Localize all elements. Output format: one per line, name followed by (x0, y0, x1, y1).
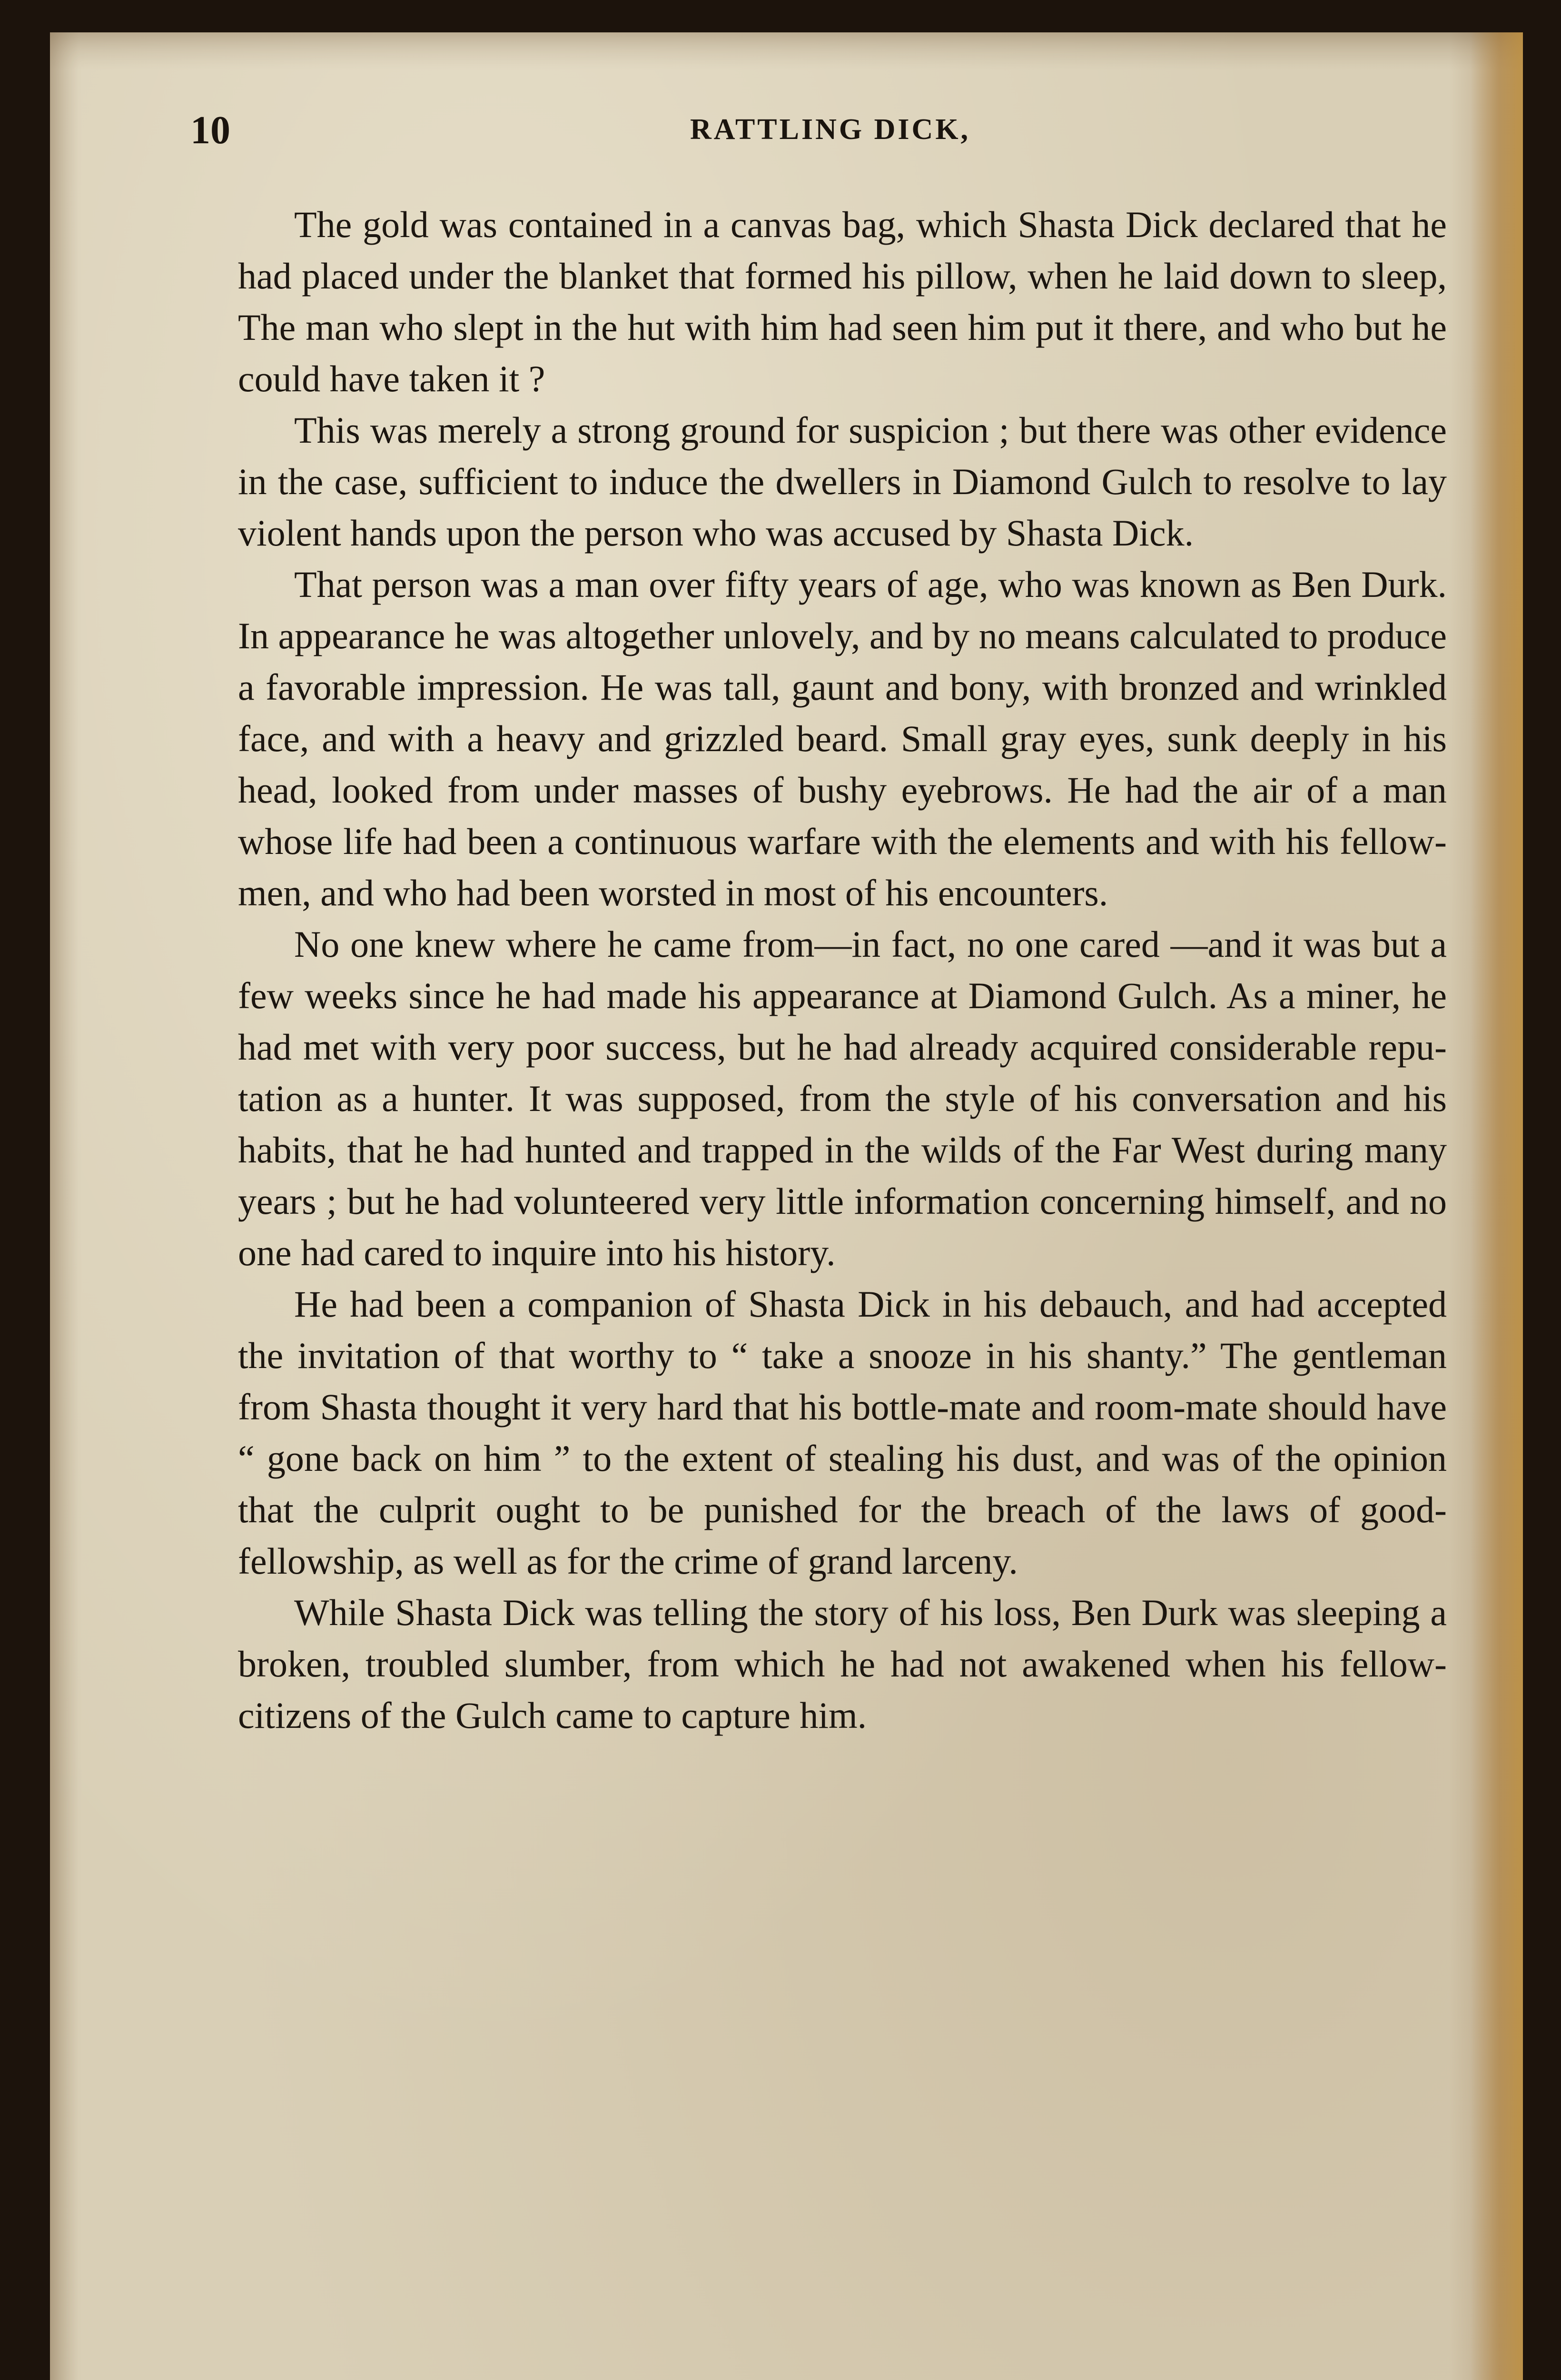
paragraph-4: No one knew where he came from—in fact, no one cared —and it was but a few weeks since he had made his appearance at Diamond Gulch. As a miner, he had met with very poor success, but he had already acquired considerable reputation as a hunter. It was supposed, from the style of his conversation and his habits, that he had hunted and trapped in the wilds of the Far West during many years ; but he had volunteered very little information concerning himself, and no one had cared to inquire into his history. (238, 923, 1447, 1273)
paragraph-5: He had been a companion of Shasta Dick in his debauch, and had accepted the invitation of that worthy to “ take a snooze in his shanty.” The gentleman from Shasta thought it very hard that his bottle-mate and room-mate should have “ gone back on him ” to the extent of stealing his dust, and was of the opinion that the culprit ought to be punished for the breach of the laws of good-fellowship, as well as for the crime of grand larceny. (238, 1283, 1447, 1582)
body-text (238, 199, 1447, 1741)
running-head (190, 107, 1452, 159)
page-edge-shading (1471, 32, 1523, 2380)
paragraph-6: While Shasta Dick was telling the story of his loss, Ben Durk was sleeping a broken, troubled slumber, from which he had not awakened when his fellow-citizens of the Gulch came to capture him. (238, 1592, 1447, 1736)
running-title: RATTLING DICK, (690, 113, 971, 146)
paragraph-2: This was merely a strong ground for suspicion ; but there was other evidence in the case, sufficient to induce the dwellers in Diamond Gulch to resolve to lay violent hands upon the person who was accused by Shasta Dick. (238, 409, 1447, 554)
page-number: 10 (190, 108, 230, 152)
paragraph-3: That person was a man over fifty years of age, who was known as Ben Durk. In appearance he was altogether unlovely, and by no means calculated to produce a favorable impression. He was tall, gaunt and bony, with bronzed and wrinkled face, and with a heavy and grizzled beard. Small gray eyes, sunk deeply in his head, looked from under masses of bushy eyebrows. He had the air of a man whose life had been a continuous warfare with the elements and with his fellow-men, and who had been worsted in most of his encounters. (238, 564, 1447, 913)
paragraph-1: The gold was contained in a canvas bag, which Shasta Dick declared that he had placed under the blanket that formed his pillow, when he laid down to sleep, The man who slept in the hut with him had seen him put it there, and who but he could have taken it ? (238, 204, 1447, 399)
